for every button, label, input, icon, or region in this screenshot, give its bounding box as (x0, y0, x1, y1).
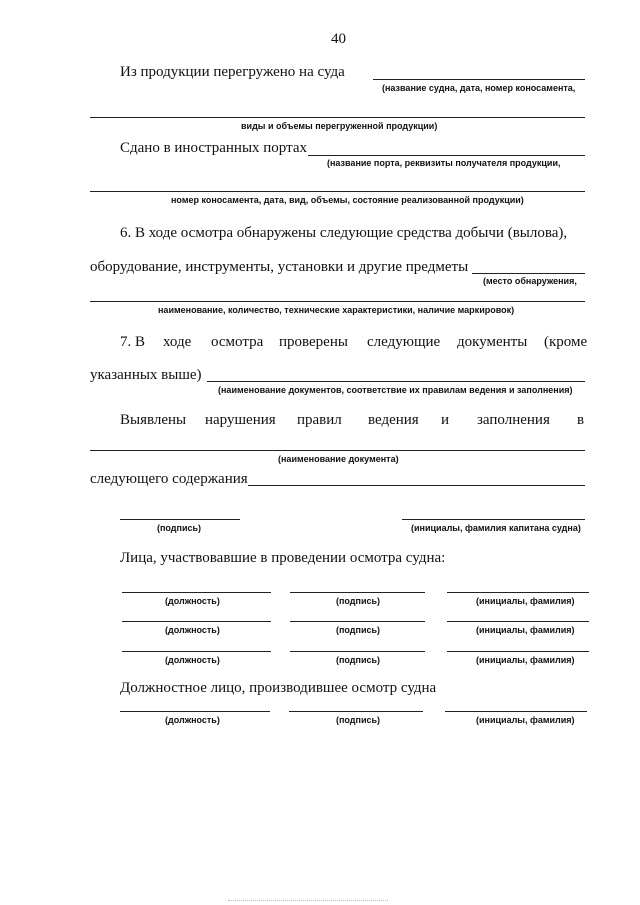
foreign-ports-label: Сдано в иностранных портах (120, 140, 307, 156)
official-signature-caption: (подпись) (336, 715, 381, 725)
violations-line-2: следующего содержания (90, 471, 248, 487)
participant-signature-caption: (подпись) (336, 655, 381, 665)
transshipment-caption-1: (название судна, дата, номер коносамента, (382, 83, 576, 93)
section-7-word-5: следующие (367, 334, 441, 350)
section-6-line-1: 6. В ходе осмотра обнаружены следующие средства добычи (вылова), (120, 225, 568, 241)
violations-word-5: и (441, 412, 450, 428)
violations-word-7: в (577, 412, 585, 428)
participant-position-line (122, 621, 271, 622)
participant-name-caption: (инициалы, фамилия) (476, 596, 575, 606)
section-6-input-line (472, 273, 585, 274)
foreign-ports-input-line (308, 155, 585, 156)
official-signature-line (289, 711, 423, 712)
transshipment-caption-2: виды и объемы перегруженной продукции) (241, 121, 438, 131)
section-6-input-line-2 (90, 301, 585, 302)
official-name-line (445, 711, 587, 712)
violations-caption-1: (наименование документа) (278, 454, 399, 464)
captain-name-caption: (инициалы, фамилия капитана судна) (411, 523, 581, 533)
captain-signature-caption: (подпись) (157, 523, 202, 533)
violations-word-2: нарушения (205, 412, 276, 428)
participant-name-line (447, 621, 589, 622)
captain-signature-line (120, 519, 240, 520)
violations-word-4: ведения (368, 412, 419, 428)
section-7-word-1: 7. В (120, 334, 146, 350)
violations-word-6: заполнения (477, 412, 550, 428)
participant-name-line (447, 592, 589, 593)
participant-name-caption: (инициалы, фамилия) (476, 625, 575, 635)
foreign-ports-caption-1: (название порта, реквизиты получателя продукции, (327, 158, 561, 168)
page-number: 40 (331, 31, 346, 47)
official-position-line (120, 711, 270, 712)
transshipment-input-line-2 (90, 117, 585, 118)
section-6-caption-2: наименование, количество, технические характеристики, наличие маркировок) (158, 305, 515, 315)
participant-signature-caption: (подпись) (336, 625, 381, 635)
participant-signature-line (290, 592, 425, 593)
participant-name-line (447, 651, 589, 652)
violations-content-input-line (248, 485, 585, 486)
section-7-word-4: проверены (279, 334, 348, 350)
participant-position-caption: (должность) (165, 655, 220, 665)
participant-signature-caption: (подпись) (336, 596, 381, 606)
foreign-ports-caption-2: номер коносамента, дата, вид, объемы, состояние реализованной продукции) (171, 195, 524, 205)
captain-name-line (402, 519, 585, 520)
participants-heading: Лица, участвовавшие в проведении осмотра судна: (120, 550, 446, 566)
section-6-caption-1: (место обнаружения, (483, 276, 577, 286)
participant-position-caption: (должность) (165, 625, 220, 635)
official-name-caption: (инициалы, фамилия) (476, 715, 575, 725)
section-7-word-7: (кроме (544, 334, 588, 350)
official-position-caption: (должность) (165, 715, 220, 725)
participant-name-caption: (инициалы, фамилия) (476, 655, 575, 665)
participant-position-line (122, 592, 271, 593)
participant-position-caption: (должность) (165, 596, 220, 606)
scan-artifact-dots (228, 900, 388, 903)
section-7-caption-1: (наименование документов, соответствие их правилам ведения и заполнения) (218, 385, 573, 395)
section-7-word-2: ходе (163, 334, 192, 350)
transshipment-label: Из продукции перегружено на суда (120, 64, 345, 80)
participant-signature-line (290, 651, 425, 652)
official-heading: Должностное лицо, производившее осмотр судна (120, 680, 437, 696)
foreign-ports-input-line-2 (90, 191, 585, 192)
section-7-line-2: указанных выше) (90, 367, 202, 383)
violations-input-line (90, 450, 585, 451)
section-7-word-3: осмотра (211, 334, 264, 350)
violations-word-3: правил (297, 412, 342, 428)
section-7-input-line (207, 381, 585, 382)
section-7-word-6: документы (457, 334, 528, 350)
section-6-line-2: оборудование, инструменты, установки и другие предметы (90, 259, 469, 275)
participant-position-line (122, 651, 271, 652)
violations-word-1: Выявлены (120, 412, 187, 428)
participant-signature-line (290, 621, 425, 622)
transshipment-input-line (373, 79, 585, 80)
